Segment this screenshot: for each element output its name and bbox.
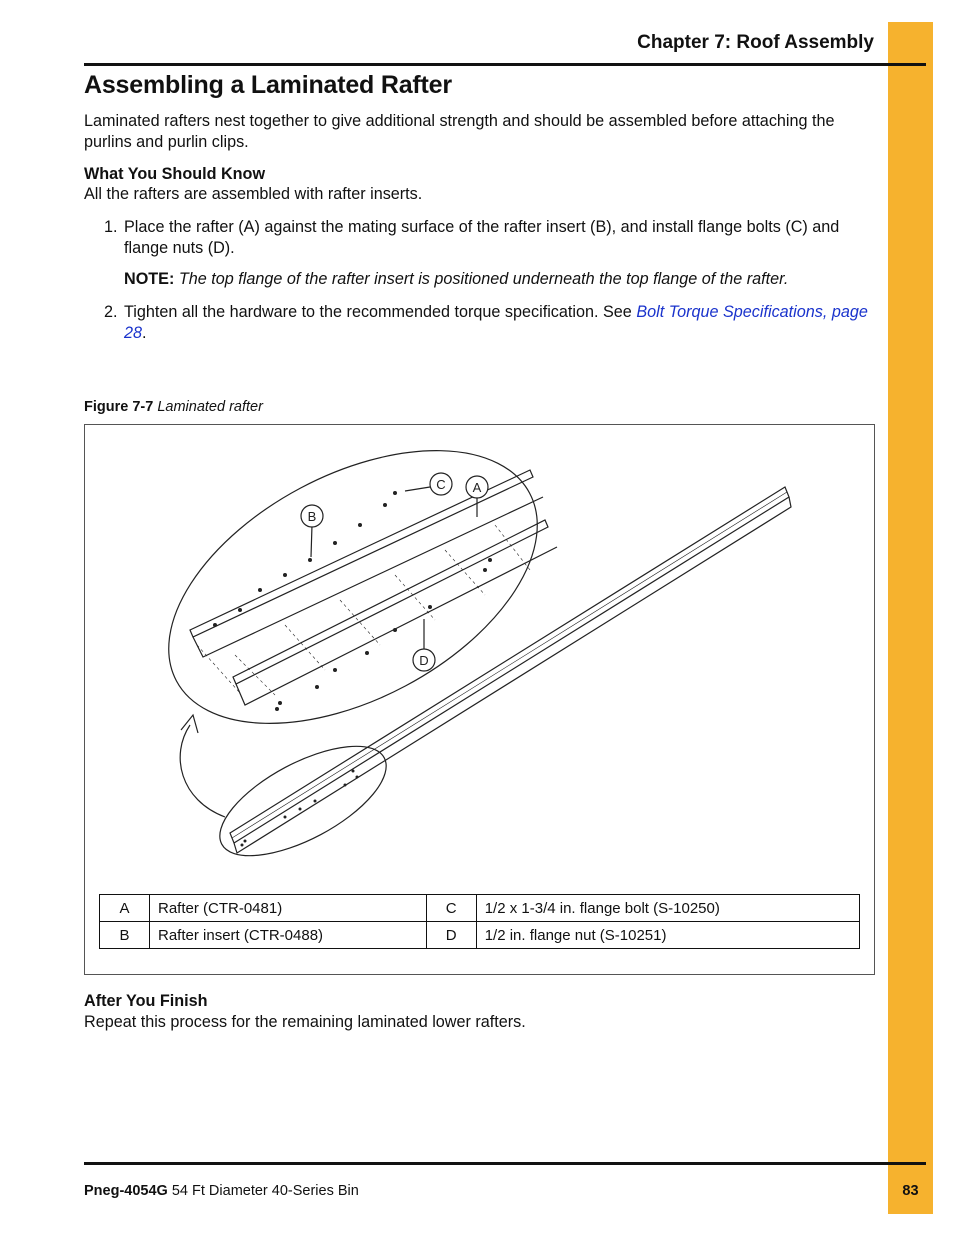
step-text (124, 302, 874, 344)
legend-key: B (100, 922, 150, 949)
know-text: All the rafters are assembled with rafter inserts. (84, 185, 423, 203)
note-label: NOTE: (124, 270, 175, 288)
step-text-after: . (142, 324, 147, 342)
step-text-before: Tighten all the hardware to the recommended torque specification. See (124, 303, 637, 321)
callout-a: A (472, 480, 482, 495)
step-text: Place the rafter (A) against the mating surface of the rafter insert (B), and install flange bolts (C) and flange nuts (D). (124, 218, 840, 257)
legend-key: D (426, 922, 476, 949)
after-heading: After You Finish (84, 992, 208, 1010)
page-title: Assembling a Laminated Rafter (84, 71, 452, 99)
page-number: 83 (902, 1183, 919, 1199)
figure-caption-text: Laminated rafter (157, 399, 263, 415)
callout-c: C (436, 477, 446, 492)
legend-key: A (100, 895, 150, 922)
note-text: The top flange of the rafter insert is positioned underneath the top flange of the rafter. (178, 270, 789, 288)
legend-key: C (426, 895, 476, 922)
legend-desc: 1/2 x 1-3/4 in. flange bolt (S-10250) (476, 895, 859, 922)
bolt-torque-link[interactable]: Bolt Torque Specifications, page 28 (124, 303, 868, 342)
know-heading: What You Should Know (84, 165, 266, 183)
footer-description: 54 Ft Diameter 40-Series Bin (171, 1183, 359, 1199)
laminated-rafter-illustration (85, 425, 874, 974)
legend-desc: Rafter insert (CTR-0488) (150, 922, 427, 949)
chapter-side-tab (888, 22, 933, 1214)
after-text: Repeat this process for the remaining laminated lower rafters. (84, 1013, 526, 1031)
legend-row (100, 922, 860, 949)
figure-box (84, 424, 875, 975)
header-rule (84, 63, 926, 66)
figure-legend-table (99, 894, 860, 949)
callout-b: B (307, 509, 317, 524)
chapter-title: Chapter 7: Roof Assembly (637, 32, 874, 53)
legend-desc: 1/2 in. flange nut (S-10251) (476, 922, 859, 949)
legend-desc: Rafter (CTR-0481) (150, 895, 427, 922)
footer-doc-number: Pneg-4054G (84, 1183, 168, 1199)
step-number: 1. (104, 218, 118, 236)
note (124, 270, 864, 289)
callout-d: D (419, 653, 429, 668)
footer (84, 1183, 359, 1199)
legend-row (100, 895, 860, 922)
figure-caption (84, 399, 263, 415)
step-number: 2. (104, 303, 118, 321)
footer-rule (84, 1162, 926, 1165)
figure-number: Figure 7-7 (84, 399, 154, 415)
intro-paragraph: Laminated rafters nest together to give additional strength and should be assembled before attaching the purlins and purlin clips. (84, 112, 835, 151)
